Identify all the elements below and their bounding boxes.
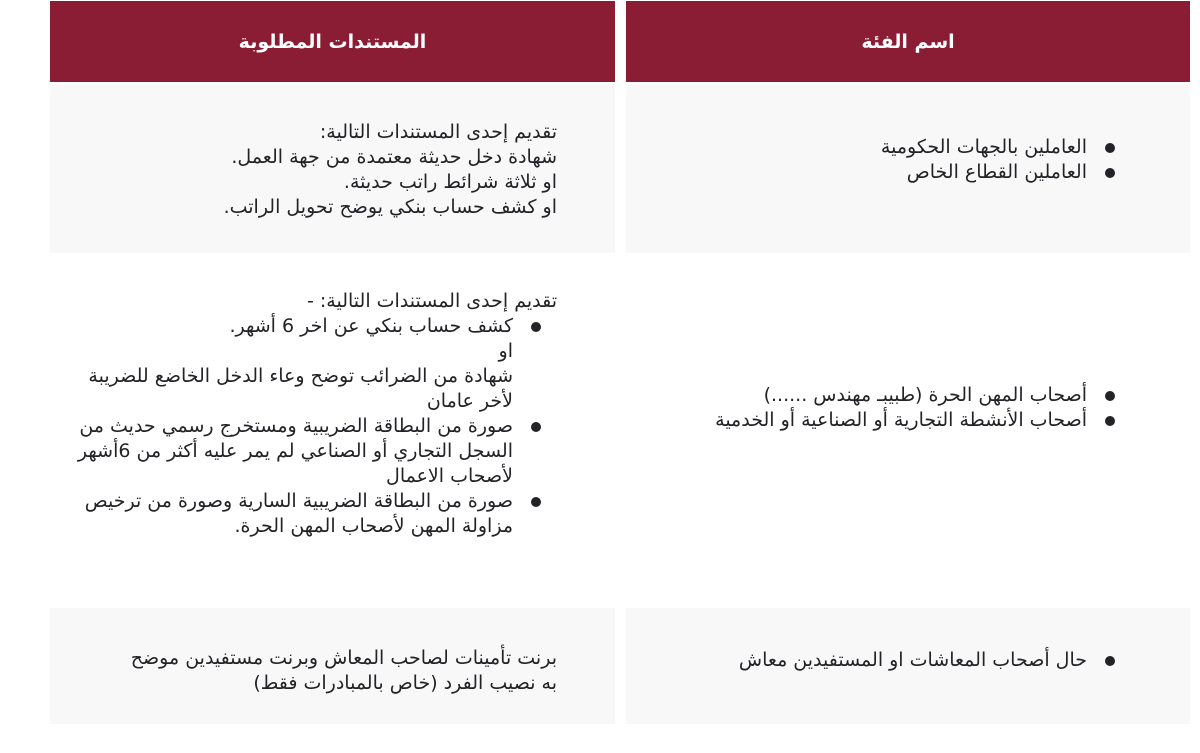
row3-category-list [647,648,1087,673]
row1-doc-line: او كشف حساب بنكي يوضح تحويل الراتب. [223,196,557,218]
header-category-label: اسم الفئة [861,30,955,53]
header-category [626,1,1190,82]
doc-item1-part: او [498,340,513,362]
row3-documents-text [117,646,557,696]
row1-documents-text [77,120,557,220]
row3-category-cell [626,608,1190,724]
document-item: صورة من البطاقة الضريبية ومستخرج رسمي حديث من السجل التجاري أو الصناعي لم يمر عليه أكثر من 6أشهر لأصحاب الاعمال [77,415,513,487]
category-item: أصحاب المهن الحرة (طبيبـ مهندس ......) [707,383,1087,408]
row2-documents-cell [50,253,615,607]
category-item: العاملين بالجهات الحكومية [667,135,1087,160]
row1-category-cell [626,84,1190,253]
row2-doc-intro: تقديم إحدى المستندات التالية: - [307,290,557,312]
document-item [77,314,513,414]
header-documents [50,1,615,82]
category-item: أصحاب الأنشطة التجارية أو الصناعية أو الخدمية [707,408,1087,433]
row1-doc-line: او ثلاثة شرائط راتب حديثة. [343,171,557,193]
document-item: صورة من البطاقة الضريبية السارية وصورة من ترخيص مزاولة المهن لأصحاب المهن الحرة. [77,489,513,539]
row3-documents-cell [50,608,615,724]
category-item: العاملين القطاع الخاص [667,160,1087,185]
row2-documents-text [77,289,557,539]
doc-item1-part: شهادة من الضرائب توضح وعاء الدخل الخاضع للضريبة لأخر عامان [88,365,513,412]
header-documents-label: المستندات المطلوبة [238,30,427,53]
row2-category-list [707,383,1087,433]
row2-category-cell [626,253,1190,607]
doc-item1-part: كشف حساب بنكي عن اخر 6 أشهر. [229,315,513,337]
row1-category-list [667,135,1087,185]
row1-doc-line: شهادة دخل حديثة معتمدة من جهة العمل. [231,146,557,168]
row1-documents-cell [50,84,615,253]
row3-doc-text: برنت تأمينات لصاحب المعاش وبرنت مستفيدين موضح به نصيب الفرد (خاص بالمبادرات فقط) [130,647,557,694]
category-item: حال أصحاب المعاشات او المستفيدين معاش [647,648,1087,673]
row1-doc-line: تقديم إحدى المستندات التالية: [319,121,557,143]
